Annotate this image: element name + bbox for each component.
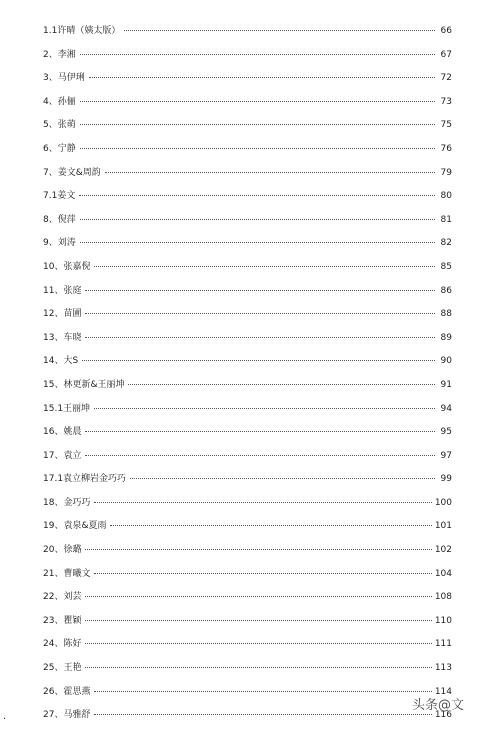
dot-leader xyxy=(94,256,435,267)
toc-entry[interactable] xyxy=(43,303,452,327)
toc-entry-title: 15.1王丽坤 xyxy=(43,403,91,414)
toc-entry-page: 114 xyxy=(434,686,452,697)
toc-entry-page: 97 xyxy=(440,450,452,461)
dot-leader xyxy=(94,681,431,692)
toc-entry-title: 15、林更新&王丽坤 xyxy=(43,379,125,390)
toc-entry[interactable] xyxy=(43,421,452,445)
toc-entry-page: 116 xyxy=(434,710,452,721)
dot-leader xyxy=(80,114,435,125)
toc-entry-title: 26、霍思燕 xyxy=(43,686,91,697)
toc-entry-page: 72 xyxy=(440,73,452,84)
toc-entry-page: 90 xyxy=(440,356,452,367)
toc-entry[interactable] xyxy=(43,704,452,728)
dot-leader xyxy=(80,138,435,149)
toc-entry-title: 17.1袁立柳岩金巧巧 xyxy=(43,474,127,485)
toc-entry[interactable] xyxy=(43,185,452,209)
dot-leader xyxy=(128,374,435,385)
toc-entry-page: 113 xyxy=(434,663,452,674)
toc-entry-page: 85 xyxy=(440,261,452,272)
toc-entry-title: 27、马雅舒 xyxy=(43,710,91,721)
toc-entry-page: 76 xyxy=(440,143,452,154)
toc-entry[interactable] xyxy=(43,327,452,351)
toc-entry-title: 25、王艳 xyxy=(43,663,82,674)
toc-entry[interactable] xyxy=(43,657,452,681)
toc-entry-title: 8、倪萍 xyxy=(43,214,76,225)
toc-entry[interactable] xyxy=(43,232,452,256)
toc-entry-page: 101 xyxy=(434,521,452,532)
dot-leader xyxy=(85,539,431,550)
toc-entry-title: 22、刘芸 xyxy=(43,592,82,603)
dot-leader xyxy=(85,586,431,597)
toc-entry[interactable] xyxy=(43,539,452,563)
toc-entry-title: 12、苗圃 xyxy=(43,309,82,320)
toc-entry-title: 11、张庭 xyxy=(43,285,82,296)
toc-entry-page: 73 xyxy=(440,96,452,107)
toc-entry[interactable] xyxy=(43,209,452,233)
toc-entry[interactable] xyxy=(43,114,452,138)
toc-entry-title: 3、马伊琍 xyxy=(43,73,85,84)
toc-entry[interactable] xyxy=(43,563,452,587)
toc-entry[interactable] xyxy=(43,633,452,657)
toc-entry-page: 88 xyxy=(440,309,452,320)
toc-entry-title: 4、孙俪 xyxy=(43,96,76,107)
toc-entry[interactable] xyxy=(43,586,452,610)
toc-entry[interactable] xyxy=(43,398,452,422)
toc-entry[interactable] xyxy=(43,374,452,398)
toc-entry[interactable] xyxy=(43,610,452,634)
toc-entry-page: 81 xyxy=(440,214,452,225)
watermark-text: 头条@文 xyxy=(412,698,465,713)
dot-leader xyxy=(105,162,435,173)
dot-leader xyxy=(94,704,431,715)
toc-entry-page: 75 xyxy=(440,120,452,131)
dot-leader xyxy=(85,421,435,432)
toc-entry-page: 100 xyxy=(434,497,452,508)
dot-leader xyxy=(85,657,431,668)
toc-entry-title: 2、李湘 xyxy=(43,49,76,60)
toc-entry-page: 67 xyxy=(440,49,452,60)
dot-leader xyxy=(85,633,431,644)
toc-entry-page: 95 xyxy=(440,427,452,438)
toc-entry-title: 19、袁泉&夏雨 xyxy=(43,521,107,532)
dot-leader xyxy=(85,280,435,291)
dot-leader xyxy=(79,185,435,196)
toc-entry-title: 23、瞿颖 xyxy=(43,615,82,626)
dot-leader xyxy=(85,303,435,314)
toc-entry-title: 13、车晓 xyxy=(43,332,82,343)
toc-entry-page: 79 xyxy=(440,167,452,178)
dot-leader xyxy=(94,492,431,503)
dot-leader xyxy=(130,468,435,479)
toc-entry-title: 16、姚晨 xyxy=(43,427,82,438)
toc-entry-title: 6、宁静 xyxy=(43,143,76,154)
toc-entry[interactable] xyxy=(43,256,452,280)
toc-entry[interactable] xyxy=(43,44,452,68)
toc-entry[interactable] xyxy=(43,280,452,304)
toc-entry-title: 21、曹曦文 xyxy=(43,568,91,579)
toc-entry-page: 82 xyxy=(440,238,452,249)
toc-entry[interactable] xyxy=(43,681,452,705)
dot-leader xyxy=(110,515,431,526)
toc-entry[interactable] xyxy=(43,492,452,516)
toc-entry-page: 66 xyxy=(440,26,452,36)
toc-entry-page: 89 xyxy=(440,332,452,343)
toc-entry[interactable] xyxy=(43,20,452,44)
toc-entry-title: 9、刘涛 xyxy=(43,238,76,249)
toc-entry-page: 94 xyxy=(440,403,452,414)
dot-leader xyxy=(82,350,435,361)
toc-entry[interactable] xyxy=(43,91,452,115)
stray-bullet-mark: . xyxy=(3,711,7,722)
toc-entry[interactable] xyxy=(43,162,452,186)
toc-entry-page: 80 xyxy=(440,191,452,202)
dot-leader xyxy=(80,44,435,55)
toc-entry-page: 111 xyxy=(434,639,452,650)
toc-entry-title: 24、陈好 xyxy=(43,639,82,650)
toc-entry[interactable] xyxy=(43,445,452,469)
toc-entry-title: 7、姜文&周韵 xyxy=(43,167,101,178)
toc-entry-page: 108 xyxy=(434,592,452,603)
toc-entry[interactable] xyxy=(43,468,452,492)
dot-leader xyxy=(80,209,435,220)
dot-leader xyxy=(94,398,435,409)
toc-entry-title: 7.1姜文 xyxy=(43,191,76,202)
toc-entry-title: 14、大S xyxy=(43,356,79,367)
toc-entry-page: 91 xyxy=(440,379,452,390)
toc-entry[interactable] xyxy=(43,67,452,91)
toc-entry[interactable] xyxy=(43,515,452,539)
toc-entry-page: 102 xyxy=(434,545,452,556)
toc-entry-title: 5、张萌 xyxy=(43,120,76,131)
dot-leader xyxy=(89,67,435,78)
dot-leader xyxy=(124,20,435,31)
dot-leader xyxy=(94,563,431,574)
toc-entry-title: 10、张嘉倪 xyxy=(43,261,91,272)
dot-leader xyxy=(80,91,435,102)
toc-entry-title: 18、金巧巧 xyxy=(43,497,91,508)
dot-leader xyxy=(80,232,435,243)
toc-entry[interactable] xyxy=(43,138,452,162)
toc-entry[interactable] xyxy=(43,350,452,374)
toc-entry-page: 99 xyxy=(440,474,452,485)
dot-leader xyxy=(85,610,431,621)
dot-leader xyxy=(85,445,435,456)
toc-entry-title: 20、徐璐 xyxy=(43,545,82,556)
table-of-contents xyxy=(43,20,452,728)
toc-entry-title: 1.1许晴（姨太版） xyxy=(43,26,121,36)
toc-entry-page: 104 xyxy=(434,568,452,579)
toc-entry-page: 110 xyxy=(434,615,452,626)
toc-entry-page: 86 xyxy=(440,285,452,296)
toc-entry-title: 17、袁立 xyxy=(43,450,82,461)
dot-leader xyxy=(85,327,435,338)
